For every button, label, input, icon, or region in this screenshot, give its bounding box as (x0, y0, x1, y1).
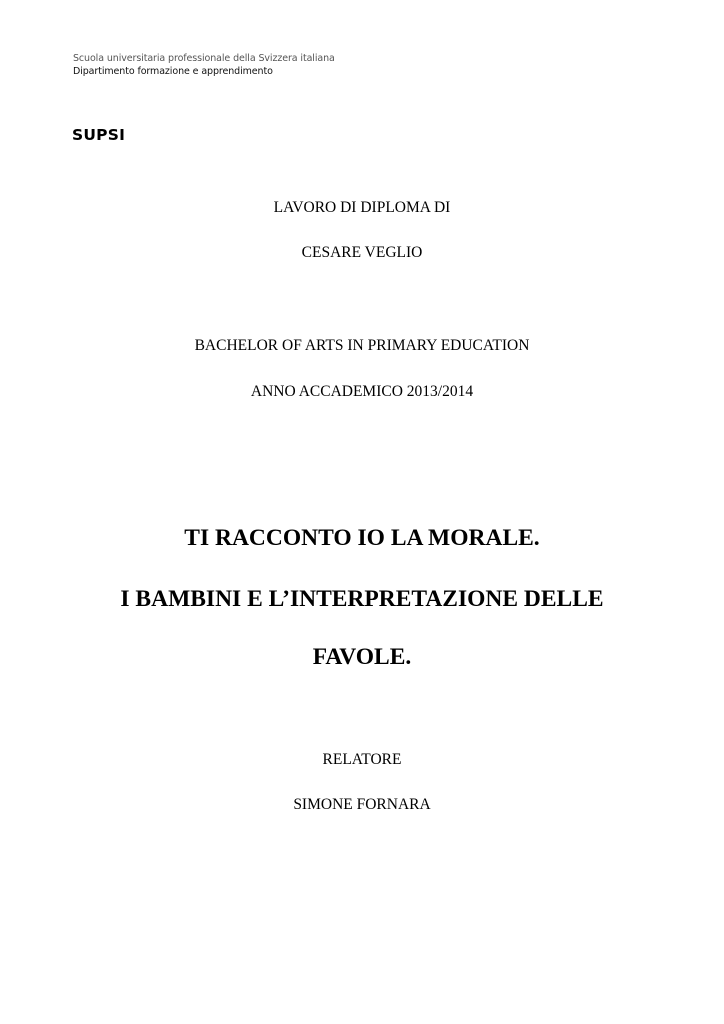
academic-year: ANNO ACCADEMICO 2013/2014 (250, 383, 474, 400)
work-type: LAVORO DI DIPLOMA DI (273, 199, 451, 216)
institution-name: Scuola universitaria professionale della Svizzera italiana (73, 53, 335, 64)
thesis-title-line-3: FAVOLE. (312, 644, 412, 670)
supervisor-name: SIMONE FORNARA (293, 796, 431, 813)
department-name: Dipartimento formazione e apprendimento (73, 66, 273, 77)
supervisor-label: RELATORE (322, 751, 402, 768)
degree-name: BACHELOR OF ARTS IN PRIMARY EDUCATION (194, 337, 530, 354)
supsi-logo: SUPSI (72, 126, 126, 144)
thesis-title-line-2: I BAMBINI E L’INTERPRETAZIONE DELLE (120, 586, 604, 612)
author-name: CESARE VEGLIO (301, 244, 423, 261)
thesis-title-line-1: TI RACCONTO IO LA MORALE. (184, 525, 540, 551)
